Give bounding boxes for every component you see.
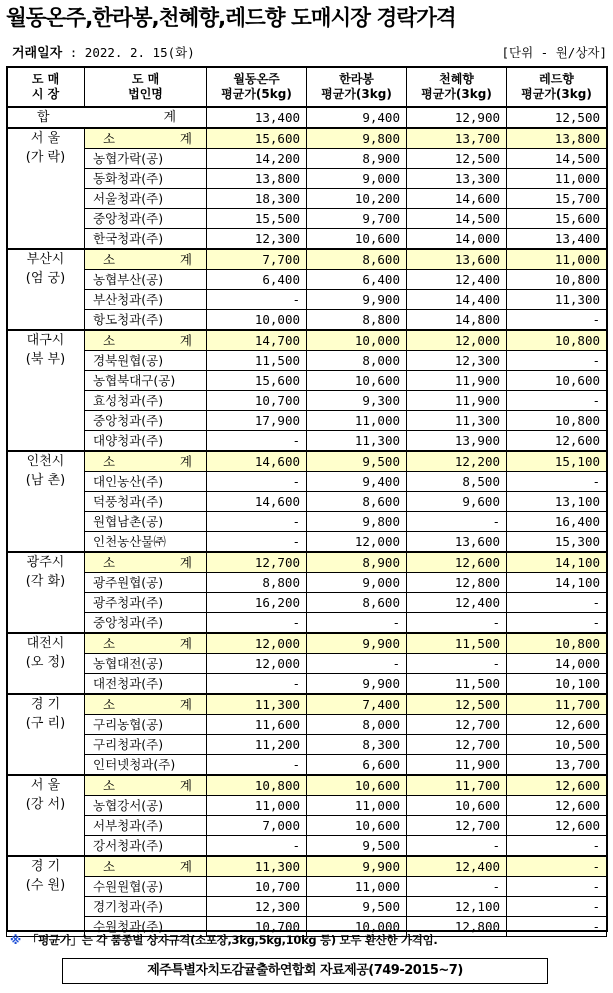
price-cell: 11,900 bbox=[407, 755, 507, 776]
total-value: 12,500 bbox=[507, 107, 607, 128]
subtotal-row bbox=[7, 552, 607, 573]
price-cell: 8,900 bbox=[307, 149, 407, 169]
price-table bbox=[6, 66, 607, 937]
price-cell: 12,600 bbox=[507, 431, 607, 452]
price-cell: - bbox=[207, 290, 307, 310]
header-market: 도 매 시 장 bbox=[7, 67, 85, 108]
table-row bbox=[7, 209, 607, 229]
price-cell: 12,000 bbox=[307, 532, 407, 553]
price-cell: 10,200 bbox=[307, 189, 407, 209]
total-label: 합 계 bbox=[7, 107, 207, 128]
price-cell: - bbox=[507, 897, 607, 917]
footnote-text: 「평균가」는 각 품종별 상자규격(소포장,3kg,5kg,10kg 등) 모두 환산한 가격임. bbox=[26, 933, 438, 947]
price-cell: - bbox=[207, 532, 307, 553]
market-district: (남 촌) bbox=[25, 473, 66, 488]
total-value: 9,400 bbox=[307, 107, 407, 128]
market-name bbox=[7, 694, 85, 775]
price-cell: 18,300 bbox=[207, 189, 307, 209]
table-row bbox=[7, 573, 607, 593]
corp-name: 강서청과(주) bbox=[85, 836, 207, 857]
corp-name: 중앙청과(주) bbox=[85, 411, 207, 431]
price-cell: 14,600 bbox=[407, 189, 507, 209]
source-credit: 제주특별자치도감귤출하연합회 자료제공(749-2015~7) bbox=[62, 958, 548, 984]
market-name bbox=[7, 633, 85, 694]
subtotal-row bbox=[7, 128, 607, 149]
price-cell: 8,600 bbox=[307, 492, 407, 512]
price-cell: 10,600 bbox=[307, 229, 407, 250]
subtotal-row bbox=[7, 249, 607, 270]
table-row bbox=[7, 674, 607, 695]
price-cell: 11,700 bbox=[507, 694, 607, 715]
trade-date-value: : 2022. 2. 15(화) bbox=[62, 45, 195, 60]
price-cell: 17,900 bbox=[207, 411, 307, 431]
price-cell: 13,700 bbox=[507, 755, 607, 776]
price-cell: 13,100 bbox=[507, 492, 607, 512]
price-cell: - bbox=[307, 654, 407, 674]
unit-label: [단위 - 원/상자] bbox=[501, 45, 607, 60]
price-cell: - bbox=[407, 877, 507, 897]
price-cell: - bbox=[307, 613, 407, 634]
price-cell: 9,800 bbox=[307, 128, 407, 149]
price-cell: 10,600 bbox=[307, 775, 407, 796]
price-cell: 12,600 bbox=[407, 552, 507, 573]
price-cell: 11,000 bbox=[507, 249, 607, 270]
total-row bbox=[7, 107, 607, 128]
market-city: 서 울 bbox=[30, 131, 61, 146]
price-cell: 12,000 bbox=[407, 330, 507, 351]
price-cell: - bbox=[207, 755, 307, 776]
price-cell: 13,900 bbox=[407, 431, 507, 452]
corp-name: 대양청과(주) bbox=[85, 431, 207, 452]
table-row bbox=[7, 796, 607, 816]
price-cell: 15,600 bbox=[207, 128, 307, 149]
subtotal-label: 소 계 bbox=[85, 128, 207, 149]
price-cell: - bbox=[407, 512, 507, 532]
price-cell: 8,000 bbox=[307, 715, 407, 735]
subtotal-label: 소 계 bbox=[85, 330, 207, 351]
market-district: (수 원) bbox=[25, 878, 66, 893]
price-cell: 10,600 bbox=[407, 796, 507, 816]
price-cell: 12,500 bbox=[407, 149, 507, 169]
subtotal-label: 소 계 bbox=[85, 856, 207, 877]
corp-name: 서부청과(주) bbox=[85, 816, 207, 836]
header-col-3: 천혜향 평균가(3kg) bbox=[407, 67, 507, 108]
table-row bbox=[7, 755, 607, 776]
subtotal-row bbox=[7, 775, 607, 796]
price-cell: 13,400 bbox=[507, 229, 607, 250]
price-cell: - bbox=[207, 613, 307, 634]
price-cell: 10,600 bbox=[307, 816, 407, 836]
price-cell: 12,000 bbox=[207, 633, 307, 654]
price-cell: - bbox=[207, 431, 307, 452]
price-cell: 11,500 bbox=[407, 633, 507, 654]
price-cell: 10,600 bbox=[507, 371, 607, 391]
total-value: 13,400 bbox=[207, 107, 307, 128]
corp-name: 중앙청과(주) bbox=[85, 209, 207, 229]
table-row bbox=[7, 229, 607, 250]
price-cell: 12,700 bbox=[207, 552, 307, 573]
price-cell: 8,800 bbox=[207, 573, 307, 593]
price-cell: 16,400 bbox=[507, 512, 607, 532]
subtotal-row bbox=[7, 856, 607, 877]
price-cell: 14,000 bbox=[407, 229, 507, 250]
price-cell: 14,200 bbox=[207, 149, 307, 169]
price-cell: 9,500 bbox=[307, 451, 407, 472]
corp-name: 농협대전(공) bbox=[85, 654, 207, 674]
price-cell: - bbox=[507, 351, 607, 371]
price-cell: 9,500 bbox=[307, 836, 407, 857]
price-cell: 16,200 bbox=[207, 593, 307, 613]
price-cell: 9,000 bbox=[307, 169, 407, 189]
price-cell: 11,300 bbox=[307, 431, 407, 452]
price-cell: 10,800 bbox=[207, 775, 307, 796]
price-cell: - bbox=[407, 836, 507, 857]
price-cell: - bbox=[507, 877, 607, 897]
table-row bbox=[7, 512, 607, 532]
corp-name: 덕풍청과(주) bbox=[85, 492, 207, 512]
price-cell: 12,500 bbox=[407, 694, 507, 715]
price-cell: 14,600 bbox=[207, 492, 307, 512]
price-cell: - bbox=[507, 856, 607, 877]
total-value: 12,900 bbox=[407, 107, 507, 128]
price-cell: 9,300 bbox=[307, 391, 407, 411]
table-row bbox=[7, 613, 607, 634]
price-cell: 9,500 bbox=[307, 897, 407, 917]
price-cell: 12,700 bbox=[407, 816, 507, 836]
market-city: 경 기 bbox=[30, 859, 61, 874]
market-district: (각 화) bbox=[25, 574, 66, 589]
price-cell: 15,300 bbox=[507, 532, 607, 553]
header-col-2: 한라봉 평균가(3kg) bbox=[307, 67, 407, 108]
price-cell: 9,900 bbox=[307, 290, 407, 310]
subtotal-row bbox=[7, 694, 607, 715]
price-cell: 12,400 bbox=[407, 593, 507, 613]
corp-name: 대전청과(주) bbox=[85, 674, 207, 695]
subtotal-label: 소 계 bbox=[85, 694, 207, 715]
market-city: 대전시 bbox=[26, 636, 65, 651]
price-cell: - bbox=[507, 917, 607, 937]
price-cell: 12,700 bbox=[407, 735, 507, 755]
price-cell: - bbox=[507, 593, 607, 613]
price-cell: 10,800 bbox=[507, 330, 607, 351]
price-cell: 12,800 bbox=[407, 573, 507, 593]
subtotal-row bbox=[7, 633, 607, 654]
price-cell: 9,900 bbox=[307, 856, 407, 877]
price-cell: 12,800 bbox=[407, 917, 507, 937]
price-cell: 6,400 bbox=[207, 270, 307, 290]
market-name bbox=[7, 249, 85, 330]
corp-name: 중앙청과(주) bbox=[85, 613, 207, 634]
table-row bbox=[7, 654, 607, 674]
price-cell: 12,600 bbox=[507, 715, 607, 735]
table-row bbox=[7, 735, 607, 755]
footnote bbox=[10, 932, 437, 948]
price-cell: 9,900 bbox=[307, 633, 407, 654]
price-cell: - bbox=[507, 310, 607, 331]
market-name bbox=[7, 128, 85, 249]
price-cell: 9,800 bbox=[307, 512, 407, 532]
market-district: (오 정) bbox=[25, 655, 66, 670]
market-district: (엄 궁) bbox=[25, 271, 66, 286]
subtotal-label: 소 계 bbox=[85, 633, 207, 654]
market-city: 대구시 bbox=[26, 333, 65, 348]
price-cell: 14,100 bbox=[507, 573, 607, 593]
price-cell: 14,700 bbox=[207, 330, 307, 351]
table-row bbox=[7, 897, 607, 917]
price-cell: 10,000 bbox=[307, 917, 407, 937]
price-cell: 9,900 bbox=[307, 674, 407, 695]
corp-name: 효성청과(주) bbox=[85, 391, 207, 411]
market-city: 서 울 bbox=[30, 778, 61, 793]
price-cell: 11,900 bbox=[407, 371, 507, 391]
header-corp: 도 매 법인명 bbox=[85, 67, 207, 108]
price-cell: 11,300 bbox=[507, 290, 607, 310]
table-row bbox=[7, 290, 607, 310]
price-cell: 11,600 bbox=[207, 715, 307, 735]
price-cell: 14,800 bbox=[407, 310, 507, 331]
price-cell: - bbox=[507, 613, 607, 634]
table-row bbox=[7, 351, 607, 371]
price-cell: 8,600 bbox=[307, 593, 407, 613]
price-cell: 15,600 bbox=[207, 371, 307, 391]
price-cell: 11,000 bbox=[307, 796, 407, 816]
price-cell: 10,000 bbox=[207, 310, 307, 331]
price-cell: 11,000 bbox=[507, 169, 607, 189]
price-cell: 11,500 bbox=[407, 674, 507, 695]
market-city: 경 기 bbox=[30, 697, 61, 712]
page-title: 월동온주,한라봉,천혜향,레드향 도매시장 경락가격 bbox=[6, 6, 456, 31]
subtotal-label: 소 계 bbox=[85, 552, 207, 573]
market-city: 부산시 bbox=[26, 252, 65, 267]
corp-name: 구리농협(공) bbox=[85, 715, 207, 735]
market-district: (강 서) bbox=[25, 797, 66, 812]
price-cell: 15,500 bbox=[207, 209, 307, 229]
price-cell: 8,000 bbox=[307, 351, 407, 371]
price-cell: 8,500 bbox=[407, 472, 507, 492]
table-row bbox=[7, 371, 607, 391]
table-row bbox=[7, 169, 607, 189]
subtotal-label: 소 계 bbox=[85, 249, 207, 270]
market-name bbox=[7, 330, 85, 451]
market-name bbox=[7, 451, 85, 552]
corp-name: 원협남촌(공) bbox=[85, 512, 207, 532]
market-city: 인천시 bbox=[26, 454, 65, 469]
price-cell: - bbox=[207, 836, 307, 857]
price-cell: 7,400 bbox=[307, 694, 407, 715]
table-row bbox=[7, 310, 607, 331]
subtotal-label: 소 계 bbox=[85, 451, 207, 472]
table-row bbox=[7, 391, 607, 411]
price-cell: 10,800 bbox=[507, 270, 607, 290]
price-cell: 14,600 bbox=[207, 451, 307, 472]
price-cell: 10,600 bbox=[307, 371, 407, 391]
table-row bbox=[7, 532, 607, 553]
table-row bbox=[7, 715, 607, 735]
price-cell: 13,600 bbox=[407, 532, 507, 553]
trade-date-label: 거래일자 bbox=[12, 46, 63, 61]
corp-name: 부산청과(주) bbox=[85, 290, 207, 310]
corp-name: 수원청과(주) bbox=[85, 917, 207, 937]
market-name bbox=[7, 856, 85, 937]
table-row bbox=[7, 270, 607, 290]
table-row bbox=[7, 816, 607, 836]
price-cell: 12,100 bbox=[407, 897, 507, 917]
price-cell: 9,700 bbox=[307, 209, 407, 229]
price-cell: 12,300 bbox=[207, 897, 307, 917]
price-cell: 14,100 bbox=[507, 552, 607, 573]
corp-name: 경기청과(주) bbox=[85, 897, 207, 917]
price-cell: 9,600 bbox=[407, 492, 507, 512]
price-cell: 12,600 bbox=[507, 816, 607, 836]
table-row bbox=[7, 593, 607, 613]
corp-name: 인천농산물㈜ bbox=[85, 532, 207, 553]
market-district: (가 락) bbox=[25, 150, 66, 165]
price-cell: 11,000 bbox=[207, 796, 307, 816]
price-cell: 8,600 bbox=[307, 249, 407, 270]
price-cell: 8,300 bbox=[307, 735, 407, 755]
table-row bbox=[7, 492, 607, 512]
price-cell: 12,300 bbox=[207, 229, 307, 250]
table-row bbox=[7, 411, 607, 431]
price-cell: 12,200 bbox=[407, 451, 507, 472]
corp-name: 대인농산(주) bbox=[85, 472, 207, 492]
price-cell: 14,500 bbox=[507, 149, 607, 169]
subtotal-label: 소 계 bbox=[85, 775, 207, 796]
price-cell: - bbox=[207, 674, 307, 695]
market-name bbox=[7, 552, 85, 633]
price-cell: 11,500 bbox=[207, 351, 307, 371]
table-row bbox=[7, 877, 607, 897]
corp-name: 동화청과(주) bbox=[85, 169, 207, 189]
price-cell: 12,700 bbox=[407, 715, 507, 735]
table-row bbox=[7, 431, 607, 452]
corp-name: 인터넷청과(주) bbox=[85, 755, 207, 776]
price-cell: 10,700 bbox=[207, 917, 307, 937]
price-cell: 10,700 bbox=[207, 391, 307, 411]
price-cell: 7,700 bbox=[207, 249, 307, 270]
price-cell: 11,200 bbox=[207, 735, 307, 755]
price-cell: 11,000 bbox=[307, 411, 407, 431]
corp-name: 구리청과(주) bbox=[85, 735, 207, 755]
price-cell: 12,600 bbox=[507, 796, 607, 816]
price-cell: 12,300 bbox=[407, 351, 507, 371]
price-cell: 13,800 bbox=[207, 169, 307, 189]
corp-name: 경북원협(공) bbox=[85, 351, 207, 371]
price-cell: 13,600 bbox=[407, 249, 507, 270]
price-cell: 14,500 bbox=[407, 209, 507, 229]
corp-name: 농협강서(공) bbox=[85, 796, 207, 816]
price-cell: 8,900 bbox=[307, 552, 407, 573]
header-col-1: 월동온주 평균가(5kg) bbox=[207, 67, 307, 108]
market-city: 광주시 bbox=[26, 555, 65, 570]
price-cell: 11,300 bbox=[407, 411, 507, 431]
price-cell: 15,100 bbox=[507, 451, 607, 472]
corp-name: 광주청과(주) bbox=[85, 593, 207, 613]
header-col-4: 레드향 평균가(3kg) bbox=[507, 67, 607, 108]
table-row bbox=[7, 189, 607, 209]
price-cell: 11,000 bbox=[307, 877, 407, 897]
price-cell: 10,100 bbox=[507, 674, 607, 695]
corp-name: 수원원협(공) bbox=[85, 877, 207, 897]
price-cell: 10,700 bbox=[207, 877, 307, 897]
trade-date bbox=[12, 42, 195, 64]
price-cell: 15,600 bbox=[507, 209, 607, 229]
corp-name: 항도청과(주) bbox=[85, 310, 207, 331]
price-cell: 9,000 bbox=[307, 573, 407, 593]
corp-name: 한국청과(주) bbox=[85, 229, 207, 250]
price-cell: - bbox=[407, 613, 507, 634]
price-cell: 11,300 bbox=[207, 856, 307, 877]
price-cell: 6,600 bbox=[307, 755, 407, 776]
price-cell: 12,400 bbox=[407, 856, 507, 877]
price-cell: - bbox=[207, 472, 307, 492]
price-cell: 7,000 bbox=[207, 816, 307, 836]
price-cell: - bbox=[407, 654, 507, 674]
footnote-mark: ※ bbox=[10, 933, 21, 947]
price-cell: - bbox=[507, 836, 607, 857]
price-cell: 8,800 bbox=[307, 310, 407, 331]
price-cell: - bbox=[507, 472, 607, 492]
price-cell: - bbox=[207, 512, 307, 532]
table-row bbox=[7, 472, 607, 492]
market-district: (구 리) bbox=[25, 716, 66, 731]
price-cell: 12,000 bbox=[207, 654, 307, 674]
price-cell: 9,400 bbox=[307, 472, 407, 492]
price-cell: 11,900 bbox=[407, 391, 507, 411]
price-cell: 14,400 bbox=[407, 290, 507, 310]
corp-name: 서울청과(주) bbox=[85, 189, 207, 209]
corp-name: 농협북대구(공) bbox=[85, 371, 207, 391]
price-cell: 13,700 bbox=[407, 128, 507, 149]
price-cell: - bbox=[507, 391, 607, 411]
table-row bbox=[7, 836, 607, 857]
price-cell: 12,400 bbox=[407, 270, 507, 290]
price-cell: 12,600 bbox=[507, 775, 607, 796]
corp-name: 광주원협(공) bbox=[85, 573, 207, 593]
price-cell: 14,000 bbox=[507, 654, 607, 674]
price-cell: 11,700 bbox=[407, 775, 507, 796]
market-name bbox=[7, 775, 85, 856]
price-cell: 6,400 bbox=[307, 270, 407, 290]
corp-name: 농협가락(공) bbox=[85, 149, 207, 169]
subtotal-row bbox=[7, 330, 607, 351]
price-cell: 11,300 bbox=[207, 694, 307, 715]
corp-name: 농협부산(공) bbox=[85, 270, 207, 290]
price-cell: 13,800 bbox=[507, 128, 607, 149]
price-cell: 13,300 bbox=[407, 169, 507, 189]
price-cell: 15,700 bbox=[507, 189, 607, 209]
market-district: (북 부) bbox=[25, 352, 66, 367]
subtotal-row bbox=[7, 451, 607, 472]
table-row bbox=[7, 149, 607, 169]
price-cell: 10,800 bbox=[507, 411, 607, 431]
price-cell: 10,500 bbox=[507, 735, 607, 755]
price-cell: 10,800 bbox=[507, 633, 607, 654]
price-cell: 10,000 bbox=[307, 330, 407, 351]
